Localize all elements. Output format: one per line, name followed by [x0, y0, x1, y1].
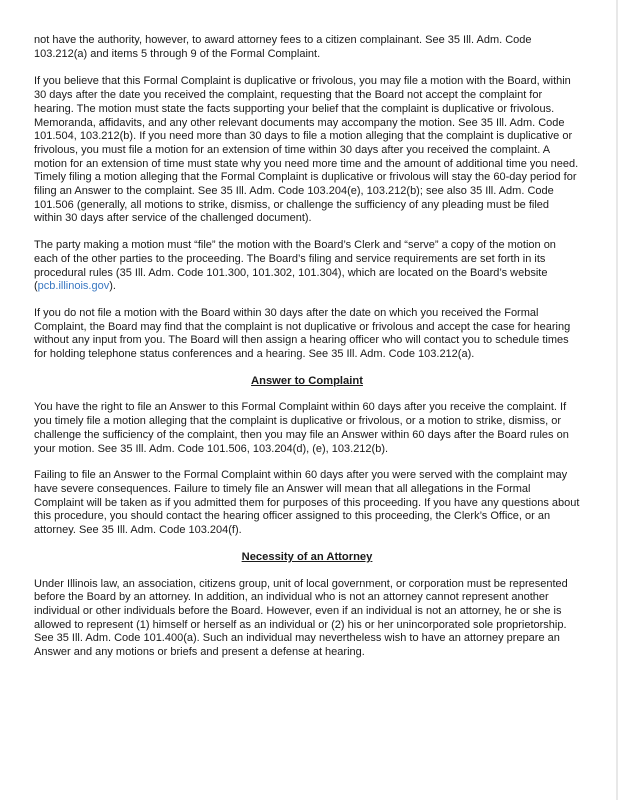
paragraph-no-motion-filed: If you do not file a motion with the Board within 30 days after the date on which you received the Formal Complaint, the Board may find that the complaint is not duplicative or frivolous and accept the case for hearing without any input from you. The Board will then assign a hearing officer who will contact you to schedule times for holding telephone status conferences and a hearing. See 35 Ill. Adm. Code 103.212(a).: [34, 306, 571, 361]
filing-service-text: The party making a motion must “file” the motion with the Board’s Clerk and “serve” a copy of the motion on each of the other parties to the proceeding. The Board’s filing and service requirements are set forth in its procedural rules (35 Ill. Adm. Code 101.300, 101.302, 101.304), which are located on the Board’s website (: [34, 239, 556, 293]
paragraph-filing-service: [34, 239, 580, 294]
paragraph-right-to-answer: You have the right to file an Answer to this Formal Complaint within 60 days after you receive the complaint. If you timely file a motion alleging that the complaint is duplicative or frivolous, or a motion to strike, dismiss, or challenge the sufficiency of the complaint, then you may file an Answer within 60 days after the Board rules on your motion. See 35 Ill. Adm. Code 101.506, 103.204(d), (e), 103.212(b).: [34, 401, 569, 455]
heading-answer-to-complaint: Answer to Complaint: [251, 374, 363, 387]
document-page: [34, 34, 580, 673]
paragraph-attorney-requirement: Under Illinois law, an association, citizens group, unit of local government, or corporation must be represented before the Board by an attorney. In addition, an individual who is not an attorney cannot represent another individual or other individuals before the Board. However, even if an individual is not an attorney, he or she is allowed to represent (1) himself or herself as an individual or (2) his or her unincorporated sole proprietorship. See 35 Ill. Adm. Code 101.400(a). Such an individual may nevertheless wish to have an attorney prepare an Answer and any motions or briefs and present a defense at hearing.: [34, 577, 568, 659]
paragraph-failing-to-answer: Failing to file an Answer to the Formal Complaint within 60 days after you were served with the complaint may have severe consequences. Failure to timely file an Answer will mean that all allegations in the Formal Complaint will be taken as if you admitted them for purposes of this proceeding. If you have any questions about this procedure, you should contact the hearing officer assigned to this proceeding, the Clerk’s Office, or an attorney. See 35 Ill. Adm. Code 103.204(f).: [34, 469, 580, 537]
filing-service-text-end: ).: [109, 280, 116, 293]
paragraph-duplicative-frivolous-motion: If you believe that this Formal Complaint is duplicative or frivolous, you may file a motion with the Board, within 30 days after the date you received the complaint, requesting that the Board not accept the complaint for hearing. The motion must state the facts supporting your belief that the complaint is duplicative or frivolous. Memoranda, affidavits, and any other relevant documents may accompany the motion. See 35 Ill. Adm. Code 101.504, 103.212(b). If you need more than 30 days to file a motion alleging that the complaint is duplicative or frivolous, you must file a motion for an extension of time within 30 days after you received the complaint. A motion for an extension of time must state why you need more time and the amount of additional time you need. Timely filing a motion alleging that the Formal Complaint is duplicative or frivolous will stay the 60-day period for filing an Answer to the complaint. See 35 Ill. Adm. Code 103.204(e), 103.212(b); see also 35 Ill. Adm. Code 101.506 (generally, all motions to strike, dismiss, or challenge the sufficiency of any pleading must be filed within 30 days after service of the challenged document).: [34, 75, 579, 225]
paragraph-attorney-fees: not have the authority, however, to award attorney fees to a citizen complainant. See 35 Ill. Adm. Code 103.212(a) and items 5 through 9 of the Formal Complaint.: [34, 34, 532, 60]
board-website-link[interactable]: pcb.illinois.gov: [37, 280, 110, 293]
heading-necessity-of-attorney: Necessity of an Attorney: [241, 550, 373, 563]
